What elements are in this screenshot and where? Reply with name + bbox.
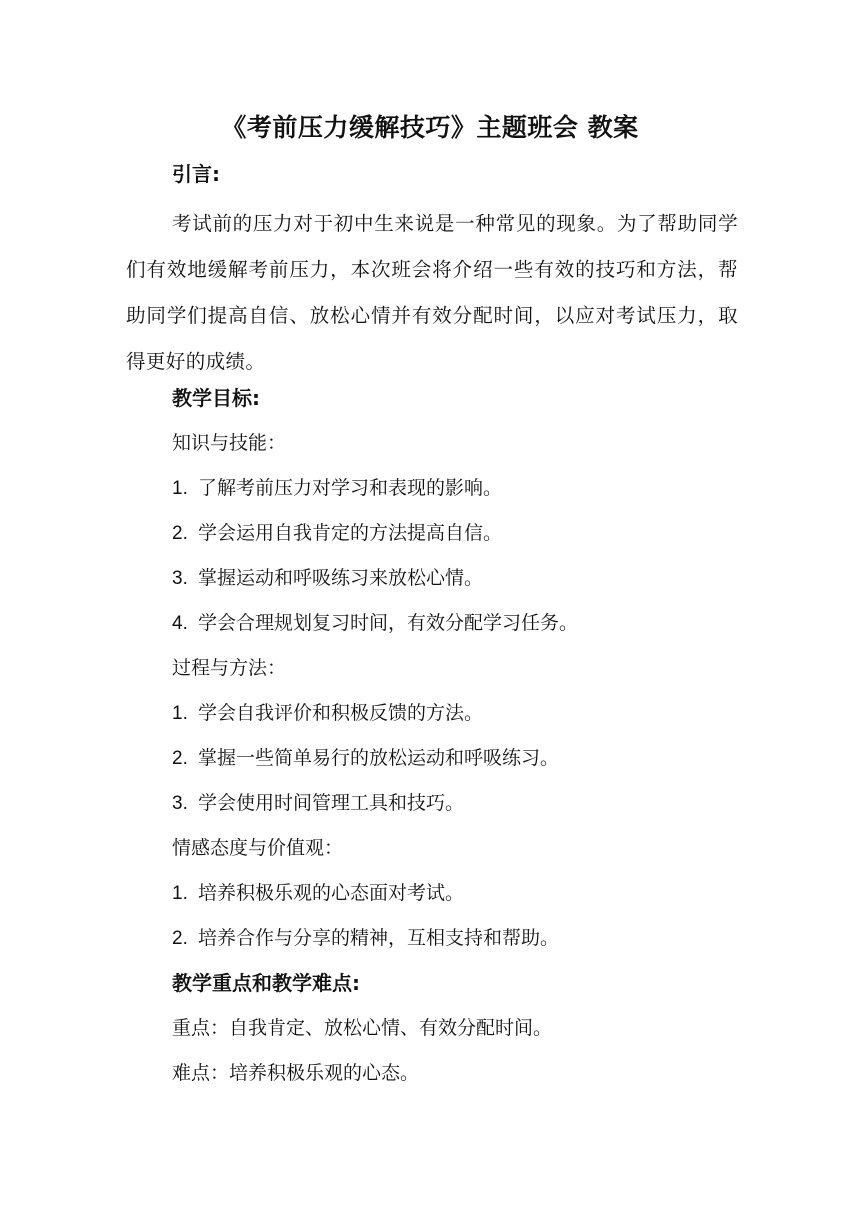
list-text: 掌握运动和呼吸练习来放松心情。 xyxy=(198,567,484,589)
list-number: 3. xyxy=(172,568,188,589)
list-number: 4. xyxy=(172,613,188,634)
knowledge-label: 知识与技能： xyxy=(172,432,287,454)
intro-heading: 引言: xyxy=(172,162,220,186)
process-item xyxy=(172,789,464,818)
list-number: 3. xyxy=(172,793,188,814)
list-number: 1. xyxy=(172,703,188,724)
document-title: 《考前压力缓解技巧》主题班会 教案 xyxy=(221,113,639,142)
objectives-heading: 教学目标: xyxy=(172,386,260,410)
key-point-line: 重点：自我肯定、放松心情、有效分配时间。 xyxy=(172,1017,553,1039)
list-number: 2. xyxy=(172,748,188,769)
knowledge-item xyxy=(172,474,502,503)
list-text: 培养积极乐观的心态面对考试。 xyxy=(198,882,465,904)
attitude-item xyxy=(172,924,559,953)
list-number: 1. xyxy=(172,478,188,499)
process-item xyxy=(172,699,483,728)
list-text: 培养合作与分享的精神，互相支持和帮助。 xyxy=(198,927,560,949)
focus-heading: 教学重点和教学难点: xyxy=(172,971,360,995)
list-text: 学会合理规划复习时间，有效分配学习任务。 xyxy=(198,612,579,634)
knowledge-item xyxy=(172,609,578,638)
list-text: 学会运用自我肯定的方法提高自信。 xyxy=(198,522,503,544)
list-text: 了解考前压力对学习和表现的影响。 xyxy=(198,477,503,499)
process-item xyxy=(172,744,559,773)
list-text: 掌握一些简单易行的放松运动和呼吸练习。 xyxy=(198,747,560,769)
attitude-label: 情感态度与价值观： xyxy=(172,837,344,859)
list-text: 学会使用时间管理工具和技巧。 xyxy=(198,792,465,814)
attitude-item xyxy=(172,879,464,908)
list-text: 学会自我评价和积极反馈的方法。 xyxy=(198,702,484,724)
difficulty-line: 难点：培养积极乐观的心态。 xyxy=(172,1062,420,1084)
list-number: 2. xyxy=(172,523,188,544)
list-number: 1. xyxy=(172,883,188,904)
list-number: 2. xyxy=(172,928,188,949)
knowledge-item xyxy=(172,519,502,548)
intro-paragraph: 考试前的压力对于初中生来说是一种常见的现象。为了帮助同学们有效地缓解考前压力，本次班会将介绍一些有效的技巧和方法，帮助同学们提高自信、放松心情并有效分配时间，以应对考试压力，取得更好的成绩。 xyxy=(126,212,738,373)
knowledge-item xyxy=(172,564,483,593)
process-label: 过程与方法： xyxy=(172,657,287,679)
